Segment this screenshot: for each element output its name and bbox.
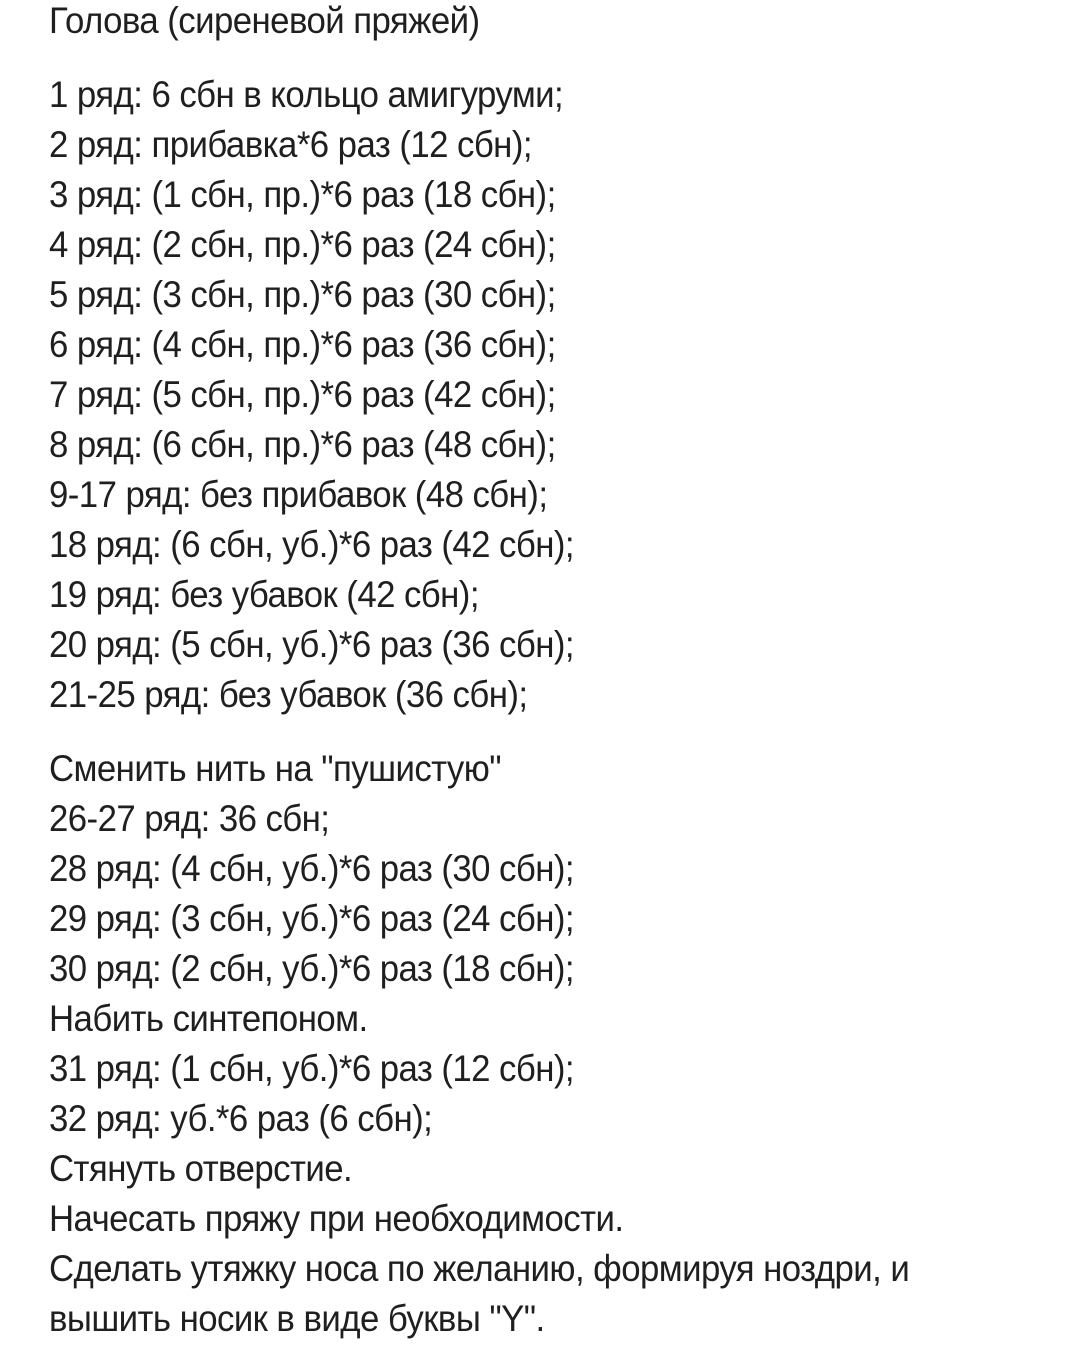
instruction-line: 2 ряд: прибавка*6 раз (12 сбн); [49, 124, 532, 165]
instruction-line: 18 ряд: (6 сбн, уб.)*6 раз (42 сбн); [49, 524, 574, 565]
instruction-line: 3 ряд: (1 сбн, пр.)*6 раз (18 сбн); [49, 174, 556, 215]
instruction-line: 31 ряд: (1 сбн, уб.)*6 раз (12 сбн); [49, 1048, 574, 1089]
instruction-line: 19 ряд: без убавок (42 сбн); [49, 574, 479, 615]
instruction-line: 1 ряд: 6 сбн в кольцо амигуруми; [49, 74, 564, 115]
instruction-line: 4 ряд: (2 сбн, пр.)*6 раз (24 сбн); [49, 224, 556, 265]
instruction-line: 26-27 ряд: 36 сбн; [49, 798, 330, 839]
instruction-line: 21-25 ряд: без убавок (36 сбн); [49, 674, 528, 715]
rows-part-1 [49, 70, 998, 720]
instruction-line: Стянуть отверстие. [49, 1148, 353, 1189]
instruction-line: Набить синтепоном. [49, 998, 368, 1039]
instruction-line: Начесать пряжу при необходимости. [49, 1198, 624, 1239]
spacer [49, 46, 998, 70]
instruction-line: Сделать утяжку носа по желанию, формируя ноздри, и вышить носик в виде буквы "Y". [49, 1248, 910, 1339]
spacer [49, 720, 998, 744]
instruction-line: 9-17 ряд: без прибавок (48 сбн); [49, 474, 548, 515]
instruction-line: 7 ряд: (5 сбн, пр.)*6 раз (42 сбн); [49, 374, 556, 415]
instruction-line: 8 ряд: (6 сбн, пр.)*6 раз (48 сбн); [49, 424, 556, 465]
instruction-line: 30 ряд: (2 сбн, уб.)*6 раз (18 сбн); [49, 948, 574, 989]
instruction-line: 5 ряд: (3 сбн, пр.)*6 раз (30 сбн); [49, 274, 556, 315]
instruction-line: Сменить нить на "пушистую" [49, 748, 502, 789]
document [49, 0, 998, 1344]
instruction-line: 20 ряд: (5 сбн, уб.)*6 раз (36 сбн); [49, 624, 574, 665]
rows-part-2 [49, 744, 998, 1344]
instruction-line: 6 ряд: (4 сбн, пр.)*6 раз (36 сбн); [49, 324, 556, 365]
instruction-line: 28 ряд: (4 сбн, уб.)*6 раз (30 сбн); [49, 848, 574, 889]
instruction-line: 32 ряд: уб.*6 раз (6 сбн); [49, 1098, 433, 1139]
section-title: Голова (сиреневой пряжей) [49, 0, 480, 41]
instruction-line: 29 ряд: (3 сбн, уб.)*6 раз (24 сбн); [49, 898, 574, 939]
